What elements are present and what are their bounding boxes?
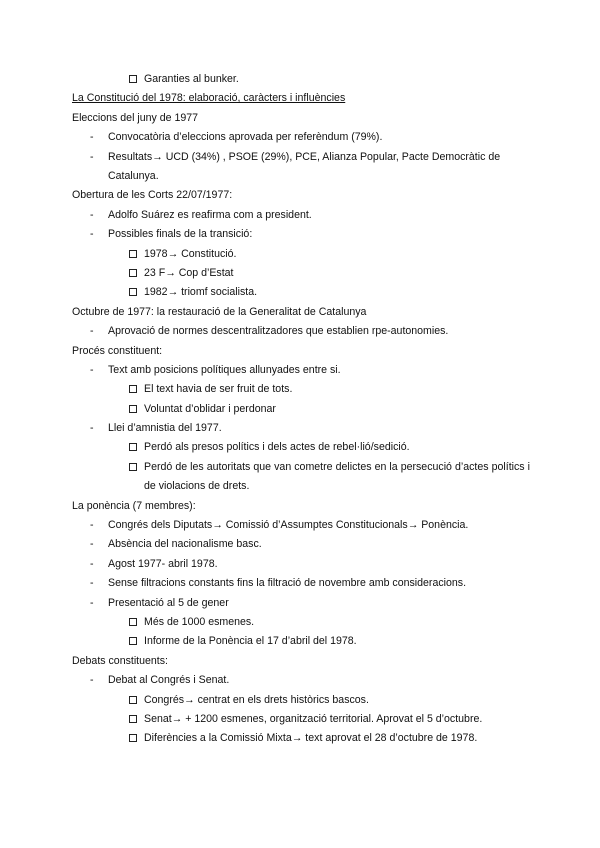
dash-item: - Sense filtracions constants fins la filtració de novembre amb consideracions. <box>0 574 600 593</box>
checkbox-icon <box>129 443 137 451</box>
dash-bullet-icon: - <box>90 422 94 435</box>
dash-bullet-icon: - <box>90 208 94 221</box>
checkbox-icon <box>129 734 137 742</box>
dash-bullet-icon: - <box>90 557 94 570</box>
checkbox-icon <box>129 75 137 83</box>
checkbox-item: Garanties al bunker. <box>0 70 600 89</box>
checkbox-icon <box>129 637 137 645</box>
dash-bullet-icon: - <box>90 228 94 241</box>
checkbox-item: 23 F→ Cop d’Estat <box>0 264 600 283</box>
dash-item: - Absència del nacionalisme basc. <box>0 535 600 554</box>
dash-item: - Agost 1977- abril 1978. <box>0 555 600 574</box>
checkbox-item: 1978→ Constitució. <box>0 245 600 264</box>
dash-item: - Presentació al 5 de gener <box>0 594 600 613</box>
document-body <box>0 70 600 749</box>
dash-item: - Aprovació de normes descentralitzadores que establien rpe-autonomies. <box>0 322 600 341</box>
checkbox-icon <box>129 288 137 296</box>
section-heading: Octubre de 1977: la restauració de la Generalitat de Catalunya <box>72 305 367 318</box>
dash-bullet-icon: - <box>90 131 94 144</box>
dash-item: - Convocatòria d’eleccions aprovada per referèndum (79%). <box>0 128 600 147</box>
dash-item: - Resultats→ UCD (34%) , PSOE (29%), PCE, Alianza Popular, Pacte Democràtic de Catalunya. <box>0 148 600 187</box>
dash-bullet-icon: - <box>90 674 94 687</box>
dash-bullet-icon: - <box>90 577 94 590</box>
dash-bullet-icon: - <box>90 596 94 609</box>
checkbox-icon <box>129 463 137 471</box>
dash-bullet-icon: - <box>90 363 94 376</box>
dash-bullet-icon: - <box>90 325 94 338</box>
checkbox-icon <box>129 405 137 413</box>
checkbox-icon <box>129 269 137 277</box>
dash-bullet-icon: - <box>90 150 94 163</box>
checkbox-item: Senat→ + 1200 esmenes, organització territorial. Aprovat el 5 d’octubre. <box>0 710 600 729</box>
checkbox-item: Perdó de les autoritats que van cometre delictes en la persecució d’actes polítics i de violacions de drets. <box>0 458 600 497</box>
checkbox-icon <box>129 385 137 393</box>
dash-item: - Adolfo Suárez es reafirma com a president. <box>0 206 600 225</box>
section-heading: La Constitució del 1978: elaboració, caràcters i influències <box>72 92 346 105</box>
dash-item: - Possibles finals de la transició: <box>0 225 600 244</box>
checkbox-item: Més de 1000 esmenes. <box>0 613 600 632</box>
checkbox-item: Congrés→ centrat en els drets històrics bascos. <box>0 691 600 710</box>
section-heading: Debats constituents: <box>72 654 168 667</box>
dash-bullet-icon: - <box>90 538 94 551</box>
dash-item: - Congrés dels Diputats→ Comissió d’Assumptes Constitucionals→ Ponència. <box>0 516 600 535</box>
checkbox-item: Perdó als presos polítics i dels actes de rebel·lió/sedició. <box>0 438 600 457</box>
section-heading: La ponència (7 membres): <box>72 499 196 512</box>
checkbox-icon <box>129 715 137 723</box>
checkbox-item: Informe de la Ponència el 17 d’abril del 1978. <box>0 632 600 651</box>
checkbox-icon <box>129 696 137 704</box>
dash-item: - Text amb posicions polítiques allunyades entre si. <box>0 361 600 380</box>
dash-bullet-icon: - <box>90 519 94 532</box>
checkbox-item: El text havia de ser fruit de tots. <box>0 380 600 399</box>
dash-item: - Llei d’amnistia del 1977. <box>0 419 600 438</box>
section-heading: Obertura de les Corts 22/07/1977: <box>72 189 233 202</box>
checkbox-item: Diferències a la Comissió Mixta→ text aprovat el 28 d’octubre de 1978. <box>0 729 600 748</box>
checkbox-icon <box>129 250 137 258</box>
checkbox-item: 1982→ triomf socialista. <box>0 283 600 302</box>
checkbox-icon <box>129 618 137 626</box>
section-heading: Procés constituent: <box>72 344 163 357</box>
section-heading: Eleccions del juny de 1977 <box>72 111 199 124</box>
checkbox-item: Voluntat d’oblidar i perdonar <box>0 400 600 419</box>
dash-item: - Debat al Congrés i Senat. <box>0 671 600 690</box>
